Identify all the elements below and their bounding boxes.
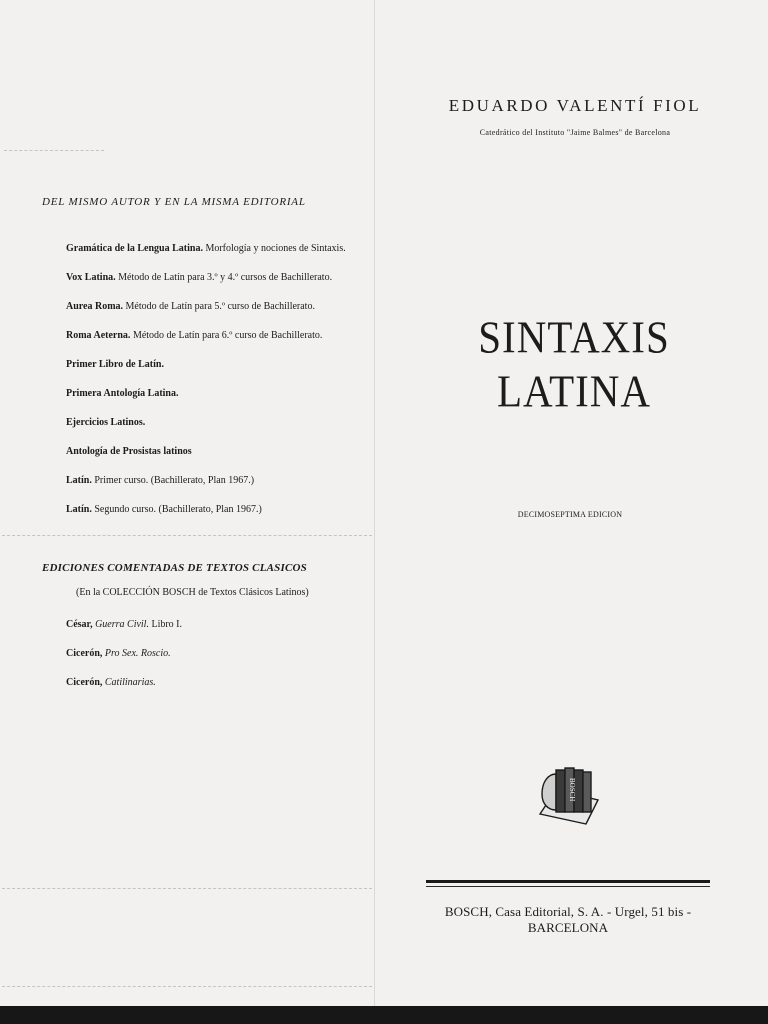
work-title: Latín. (66, 504, 92, 515)
work-detail: Método de Latín para 6.º curso de Bachillerato. (130, 330, 323, 341)
edition-item (66, 647, 366, 676)
same-author-heading: DEL MISMO AUTOR Y EN LA MISMA EDITORIAL (42, 196, 306, 208)
edition-detail: Libro I. (148, 619, 183, 630)
edition-item (66, 676, 366, 705)
edition-author: César, (66, 619, 93, 630)
book-title: SINTAXIS LATINA (478, 311, 670, 417)
publisher-rule-thin (426, 886, 710, 887)
work-title: Roma Aeterna. (66, 330, 131, 341)
edition-work: Pro Sex. Roscio. (104, 648, 171, 659)
work-item (66, 387, 366, 416)
work-item (66, 503, 366, 532)
work-title: Latín. (66, 475, 92, 486)
logo-text: BOSCH (568, 778, 576, 802)
work-title: Antología de Prosistas latinos (66, 446, 192, 457)
works-list (66, 242, 366, 532)
commented-editions-heading: EDICIONES COMENTADAS DE TEXTOS CLASICOS (42, 562, 307, 574)
work-detail: Método de Latín para 5.º curso de Bachillerato. (123, 301, 315, 312)
publisher-rule (426, 880, 710, 883)
edition-work: Guerra Civil. (95, 619, 149, 630)
work-item (66, 358, 366, 387)
work-item (66, 416, 366, 445)
page-fold-line (374, 0, 375, 1024)
work-item (66, 329, 366, 358)
work-title: Ejercicios Latinos. (66, 417, 146, 428)
work-item (66, 271, 366, 300)
author-name: EDUARDO VALENTÍ FIOL (448, 96, 702, 115)
publisher-line: BOSCH, Casa Editorial, S. A. - Urgel, 51 bis - BARCELONA (444, 904, 692, 935)
work-item (66, 445, 366, 474)
scan-artifact-line (2, 888, 372, 889)
work-detail: Primer curso. (Bachillerato, Plan 1967.) (91, 475, 255, 486)
collection-note: (En la COLECCIÓN BOSCH de Textos Clásicos Latinos) (76, 587, 309, 598)
work-detail: Morfología y nociones de Sintaxis. (202, 243, 346, 254)
work-title: Primer Libro de Latín. (66, 359, 164, 370)
edition-work: Catilinarias. (104, 677, 156, 688)
work-item (66, 300, 366, 329)
editions-list (66, 618, 366, 705)
edition-author: Cicerón, (66, 677, 103, 688)
work-detail: Segundo curso. (Bachillerato, Plan 1967.) (91, 504, 262, 515)
work-item (66, 474, 366, 503)
scan-artifact-line (4, 150, 104, 151)
work-title: Vox Latina. (66, 272, 116, 283)
work-item (66, 242, 366, 271)
work-title: Primera Antología Latina. (66, 388, 179, 399)
scan-bottom-edge (0, 1006, 768, 1024)
work-title: Gramática de la Lengua Latina. (66, 243, 203, 254)
scan-artifact-line (2, 986, 372, 987)
bosch-books-logo-icon (534, 764, 602, 826)
edition-label: DECIMOSEPTIMA EDICION (517, 510, 623, 519)
work-detail: Método de Latín para 3.º y 4.º cursos de Bachillerato. (115, 272, 333, 283)
edition-item (66, 618, 366, 647)
work-title: Aurea Roma. (66, 301, 124, 312)
author-affiliation: Catedrático del Instituto "Jaime Balmes" de Barcelona (479, 128, 671, 137)
edition-author: Cicerón, (66, 648, 103, 659)
scan-artifact-line (2, 535, 372, 536)
